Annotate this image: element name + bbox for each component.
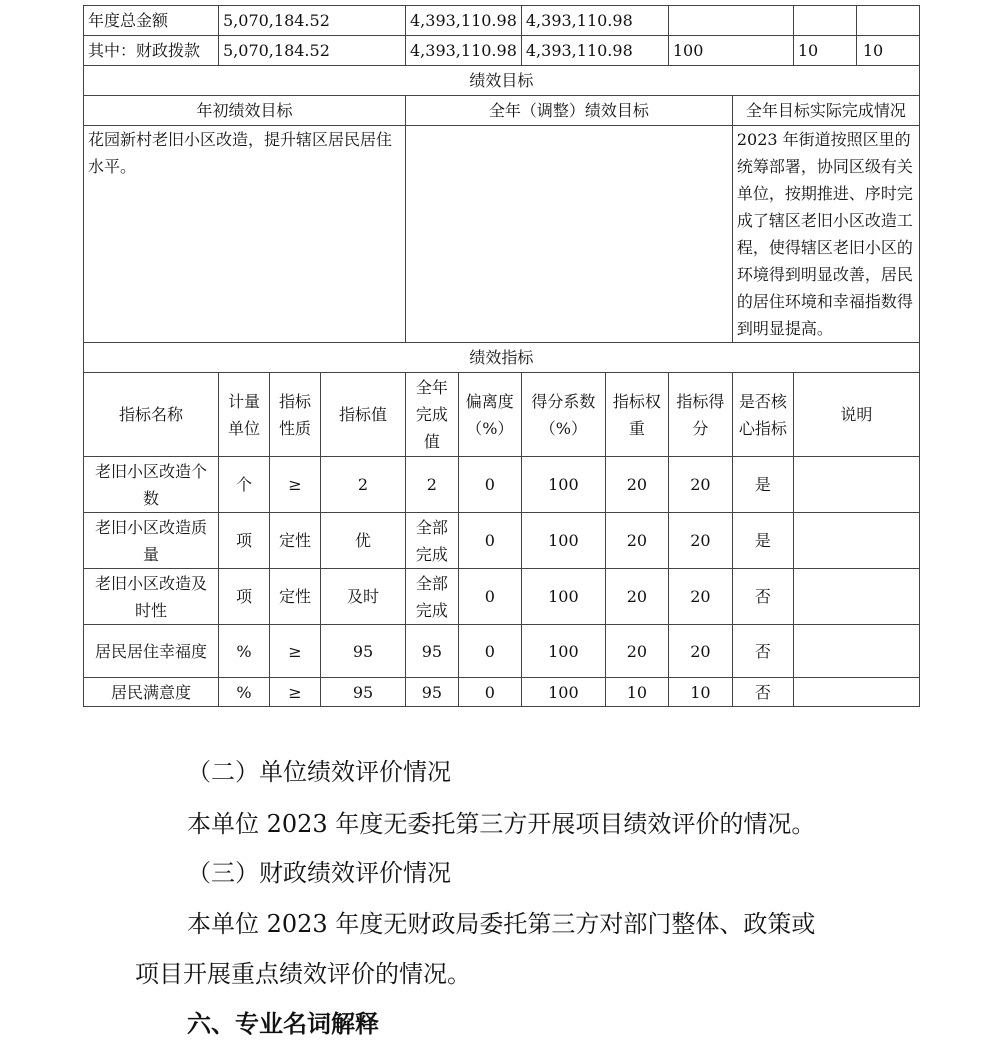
header-nature: 指标性质 xyxy=(270,373,321,457)
indicator-unit: % xyxy=(219,678,270,707)
indicator-weight: 20 xyxy=(605,625,668,678)
indicator-coef: 100 xyxy=(521,513,605,569)
indicator-nature: 定性 xyxy=(270,513,321,569)
funds-rate xyxy=(668,6,793,36)
indicators-section-row xyxy=(84,343,920,373)
indicator-target: 优 xyxy=(321,513,406,569)
indicator-score: 20 xyxy=(668,625,732,678)
indicator-nature: 定性 xyxy=(270,569,321,625)
header-actual: 全年完成值 xyxy=(406,373,459,457)
indicator-name: 老旧小区改造个数 xyxy=(84,457,219,513)
indicator-core: 否 xyxy=(732,625,793,678)
indicator-row xyxy=(84,569,920,625)
indicator-name: 老旧小区改造及时性 xyxy=(84,569,219,625)
indicator-unit: 项 xyxy=(219,513,270,569)
indicator-note xyxy=(793,678,919,707)
indicator-nature: ≥ xyxy=(270,678,321,707)
funds-score: 10 xyxy=(862,41,884,60)
header-score: 指标得分 xyxy=(668,373,732,457)
funds-adjusted: 4,393,110.98 xyxy=(406,36,522,66)
indicator-target: 95 xyxy=(321,678,406,707)
goals-content-row xyxy=(84,126,920,343)
indicator-core: 否 xyxy=(732,569,793,625)
indicator-core: 是 xyxy=(732,457,793,513)
header-core: 是否核心指标 xyxy=(732,373,793,457)
header-deviation: 偏离度（%） xyxy=(458,373,521,457)
indicator-row xyxy=(84,513,920,569)
indicator-actual: 全部完成 xyxy=(406,569,459,625)
header-target: 指标值 xyxy=(321,373,406,457)
indicator-deviation: 0 xyxy=(458,678,521,707)
performance-table xyxy=(83,5,920,707)
paragraph-fiscal-evaluation-line2: 项目开展重点绩效评价的情况。 xyxy=(135,960,471,988)
funds-weight-score xyxy=(793,6,919,36)
indicator-weight: 20 xyxy=(605,569,668,625)
paragraph-unit-evaluation: 本单位 2023 年度无委托第三方开展项目绩效评价的情况。 xyxy=(187,810,816,838)
funds-row-total xyxy=(84,6,920,36)
goals-section-row xyxy=(84,66,920,96)
goals-section-title: 绩效目标 xyxy=(84,66,920,96)
indicator-deviation: 0 xyxy=(458,513,521,569)
header-name: 指标名称 xyxy=(84,373,219,457)
indicator-row xyxy=(84,625,920,678)
indicator-actual: 全部完成 xyxy=(406,513,459,569)
indicator-actual: 95 xyxy=(406,678,459,707)
funds-label: 其中：财政拨款 xyxy=(84,36,219,66)
indicator-row xyxy=(84,457,920,513)
indicator-note xyxy=(793,569,919,625)
goals-actual-text: 2023 年街道按照区里的统筹部署，协同区级有关单位，按期推进、序时完成了辖区老旧小区改造工程，使得辖区老旧小区的环境得到明显改善，居民的居住环境和幸福指数得到明显提高。 xyxy=(732,126,919,343)
indicator-score: 20 xyxy=(668,513,732,569)
goals-header-row xyxy=(84,96,920,126)
indicator-weight: 10 xyxy=(605,678,668,707)
indicator-deviation: 0 xyxy=(458,457,521,513)
goals-col-actual: 全年目标实际完成情况 xyxy=(732,96,919,126)
indicator-weight: 20 xyxy=(605,457,668,513)
goals-adjusted-text xyxy=(406,126,733,343)
indicator-core: 是 xyxy=(732,513,793,569)
funds-executed: 4,393,110.98 xyxy=(521,36,668,66)
indicator-note xyxy=(793,625,919,678)
indicator-target: 2 xyxy=(321,457,406,513)
indicator-target: 及时 xyxy=(321,569,406,625)
goals-col-initial: 年初绩效目标 xyxy=(84,96,406,126)
goals-col-adjusted: 全年（调整）绩效目标 xyxy=(406,96,733,126)
indicator-nature: ≥ xyxy=(270,625,321,678)
indicator-unit: 项 xyxy=(219,569,270,625)
indicator-name: 居民满意度 xyxy=(84,678,219,707)
section-heading-fiscal-evaluation: （三）财政绩效评价情况 xyxy=(187,859,451,887)
indicator-target: 95 xyxy=(321,625,406,678)
section-heading-glossary: 六、专业名词解释 xyxy=(187,1010,379,1038)
header-note: 说明 xyxy=(793,373,919,457)
indicator-name: 老旧小区改造质量 xyxy=(84,513,219,569)
indicator-score: 20 xyxy=(668,457,732,513)
funds-budget: 5,070,184.52 xyxy=(219,6,406,36)
header-coef: 得分系数（%） xyxy=(521,373,605,457)
indicator-coef: 100 xyxy=(521,569,605,625)
goals-initial-text: 花园新村老旧小区改造，提升辖区居民居住水平。 xyxy=(84,126,406,343)
indicator-name: 居民居住幸福度 xyxy=(84,625,219,678)
indicator-score: 10 xyxy=(668,678,732,707)
indicator-note xyxy=(793,457,919,513)
indicator-actual: 95 xyxy=(406,625,459,678)
indicator-unit: % xyxy=(219,625,270,678)
indicators-header-row xyxy=(84,373,920,457)
funds-rate: 100 xyxy=(668,36,793,66)
funds-executed: 4,393,110.98 xyxy=(521,6,668,36)
funds-budget: 5,070,184.52 xyxy=(219,36,406,66)
funds-row-fiscal xyxy=(84,36,920,66)
funds-adjusted: 4,393,110.98 xyxy=(406,6,522,36)
indicator-actual: 2 xyxy=(406,457,459,513)
funds-weight xyxy=(794,6,857,35)
indicator-note xyxy=(793,513,919,569)
indicator-weight: 20 xyxy=(605,513,668,569)
indicator-row xyxy=(84,678,920,707)
indicator-score: 20 xyxy=(668,569,732,625)
paragraph-fiscal-evaluation-line1: 本单位 2023 年度无财政局委托第三方对部门整体、政策或 xyxy=(187,910,816,938)
funds-weight: 10 xyxy=(794,36,857,65)
indicator-unit: 个 xyxy=(219,457,270,513)
section-heading-unit-evaluation: （二）单位绩效评价情况 xyxy=(187,758,451,786)
header-weight: 指标权重 xyxy=(605,373,668,457)
indicator-core: 否 xyxy=(732,678,793,707)
funds-label: 年度总金额 xyxy=(84,6,219,36)
indicator-coef: 100 xyxy=(521,457,605,513)
indicators-section-title: 绩效指标 xyxy=(84,343,920,373)
funds-score xyxy=(857,6,863,35)
header-unit: 计量单位 xyxy=(219,373,270,457)
indicator-deviation: 0 xyxy=(458,569,521,625)
indicator-deviation: 0 xyxy=(458,625,521,678)
indicator-coef: 100 xyxy=(521,625,605,678)
indicator-nature: ≥ xyxy=(270,457,321,513)
funds-weight-score xyxy=(793,36,919,66)
indicator-coef: 100 xyxy=(521,678,605,707)
